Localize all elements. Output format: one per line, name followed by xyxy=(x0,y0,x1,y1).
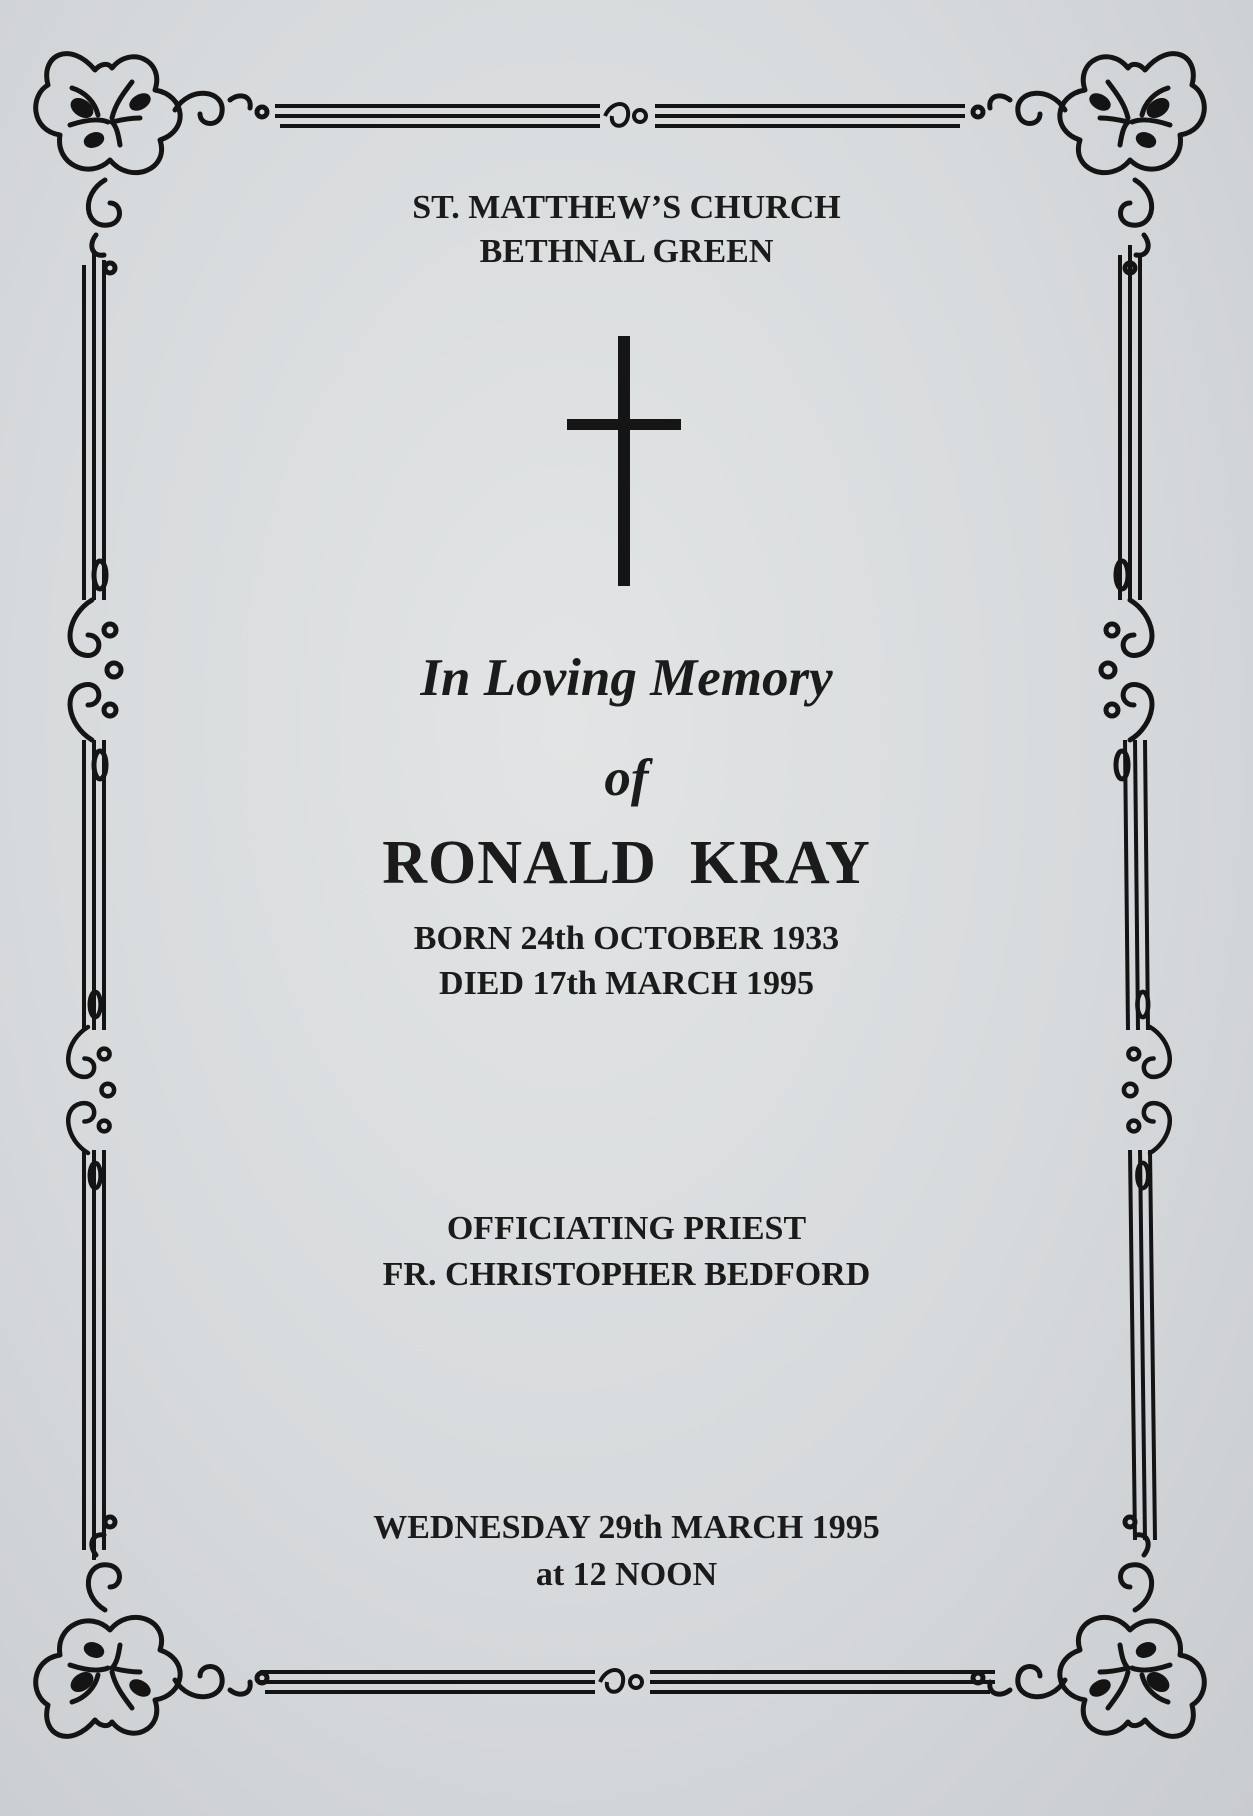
church-line-2: BETHNAL GREEN xyxy=(479,233,774,270)
died-date: DIED 17th MARCH 1995 xyxy=(439,965,814,1002)
priest-name: FR. CHRISTOPHER BEDFORD xyxy=(382,1256,871,1293)
service-details xyxy=(0,1504,1253,1598)
born-date: BORN 24th OCTOBER 1933 xyxy=(413,920,840,957)
deceased-name: RONALD KRAY xyxy=(382,829,871,897)
cross-icon xyxy=(567,336,681,586)
church-line-1: ST. MATTHEW’S CHURCH xyxy=(412,189,841,226)
memorial-heading: In Loving Memory xyxy=(420,649,833,707)
life-dates xyxy=(0,916,1253,1006)
priest-title: OFFICIATING PRIEST xyxy=(446,1210,807,1247)
service-time: at 12 NOON xyxy=(535,1556,718,1593)
service-date: WEDNESDAY 29th MARCH 1995 xyxy=(373,1509,880,1546)
officiating-priest xyxy=(0,1206,1253,1298)
church-name xyxy=(0,186,1253,274)
memorial-connector: of xyxy=(604,749,649,807)
